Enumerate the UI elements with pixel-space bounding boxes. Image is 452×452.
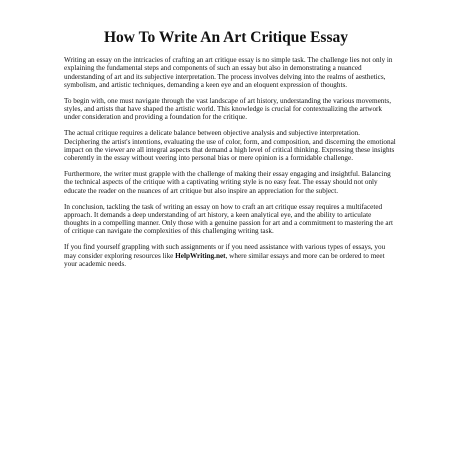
closing-text-after: , where similar essays and more can be ordered to meet your academic needs.	[64, 251, 385, 268]
paragraph-conclusion: In conclusion, tackling the task of writing an essay on how to craft an art critique essay requires a multifaceted approach. It demands a deep understanding of art history, a keen analytical eye, and the ability to articulate thoughts in a compelling manner. Only those with a genuine passion for art and a commitment to mastering the art of critique can navigate the complexities of this challenging writing task.	[64, 202, 393, 236]
paragraph-critique-balance: The actual critique requires a delicate balance between objective analysis and subjective interpretation. Deciphering the artist's intentions, evaluating the use of color, form, and composition, and discerning the emotional impact on the viewer are all integral aspects that demand a high level of critical thinking. Expressing these insights coherently in the essay without veering into personal bias or mere opinion is a formidable challenge.	[64, 129, 396, 163]
document-title: How To Write An Art Critique Essay	[103, 29, 348, 46]
document-body	[64, 56, 396, 276]
paragraph-intro: Writing an essay on the intricacies of crafting an art critique essay is no simple task. The challenge lies not only in explaining the fundamental steps and components of such an essay but also in demonstrating a nuanced understanding of art and its subjective interpretation. The process involves delving into the realms of aesthetics, symbolism, and artistic techniques, demanding a keen eye and an eloquent expression of thoughts.	[64, 56, 393, 89]
closing-text-before: If you find yourself grappling with such assignments or if you need assistance with various types of essays, you may consider exploring resources like	[64, 243, 386, 260]
paragraph-closing	[64, 243, 396, 268]
helpwriting-link[interactable]: HelpWriting.net	[175, 251, 226, 260]
paragraph-engagement: Furthermore, the writer must grapple with the challenge of making their essay engaging and insightful. Balancing the technical aspects of the critique with a captivating writing style is no easy feat. The essay should not only educate the reader on the nuances of art critique but also inspire an appreciation for the subject.	[64, 170, 391, 195]
paragraph-art-history: To begin with, one must navigate through the vast landscape of art history, understanding the various movements, styles, and artists that have shaped the artistic world. This knowledge is crucial for contextualizing the artwork under consideration and providing a foundation for the critique.	[64, 96, 391, 122]
